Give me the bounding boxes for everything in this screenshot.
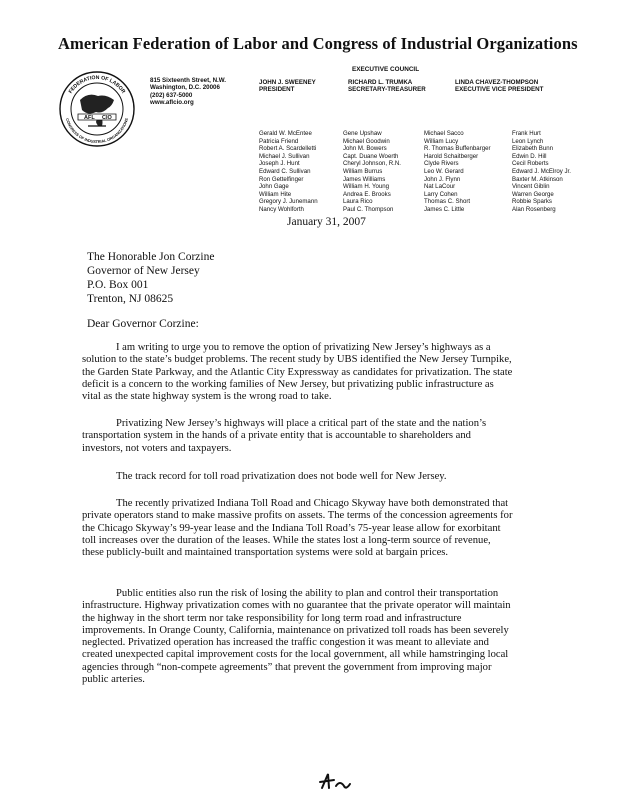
council-member: Frank Hurt	[512, 130, 541, 137]
address-line: (202) 637-5000	[150, 91, 193, 99]
body-paragraph-4	[82, 498, 514, 559]
officer-title: PRESIDENT	[259, 86, 295, 93]
address-line: www.aflcio.org	[150, 99, 194, 107]
council-member: Robert A. Scardelletti	[259, 145, 317, 153]
council-member: Paul C. Thompson	[343, 205, 394, 213]
council-member: Edwin D. Hill	[512, 152, 547, 160]
body-paragraph-3	[82, 471, 514, 483]
officer-president	[259, 79, 316, 93]
seal-afl-label: AFL	[84, 115, 95, 121]
council-member: Cheryl Johnson, R.N.	[343, 160, 401, 168]
officer-secretary-treasurer	[348, 79, 426, 93]
seal-ring-bottom-text: CONGRESS OF INDUSTRIAL ORGANIZATIONS	[64, 117, 130, 145]
officer-name: RICHARD L. TRUMKA	[348, 79, 413, 86]
council-column-3	[424, 130, 491, 214]
council-member: Vincent Giblin	[512, 183, 550, 191]
council-member: Clyde Rivers	[424, 160, 459, 168]
seal-cio-label: CIO	[102, 115, 112, 121]
afl-cio-seal-icon	[58, 70, 136, 148]
council-member: John M. Bowers	[343, 145, 387, 153]
council-member: John J. Flynn	[424, 175, 461, 183]
body-paragraph-5	[82, 588, 514, 686]
address-line: 815 Sixteenth Street, N.W.	[150, 77, 226, 84]
council-member: William H. Young	[343, 183, 390, 191]
council-member: Nancy Wohlforth	[259, 205, 304, 213]
council-member: Gene Upshaw	[343, 130, 382, 137]
council-member: John Gage	[259, 183, 289, 191]
address-line: Washington, D.C. 20006	[150, 84, 220, 92]
paragraph-text: Public entities also run the risk of losing the ability to plan and control their transportation infrastructure. Highway privatization comes with no guarantee that the private operator will maintain the highway in the short term nor take responsibility for long term road and infrastructure improvements. In Orange County, California, maintenance on privatized toll roads has been severely neglected. Privatized operation has increased the traffic congestion it was meant to alleviate and created unexpected capital improvement costs for the local government, all while hamstringing local agencies through “non-compete agreements” that prevent the government from improving major public arteries.	[82, 588, 511, 686]
council-member: Baxter M. Atkinson	[512, 175, 563, 183]
council-member: Larry Cohen	[424, 190, 458, 198]
council-member: Elizabeth Bunn	[512, 145, 553, 153]
officer-name: LINDA CHAVEZ-THOMPSON	[455, 79, 539, 86]
officer-title: SECRETARY-TREASURER	[348, 86, 426, 93]
council-column-2	[343, 130, 401, 214]
recipient-line: The Honorable Jon Corzine	[87, 251, 215, 263]
council-member: James C. Little	[424, 205, 465, 213]
council-member: Leon Lynch	[512, 137, 544, 145]
seal-ring-top-text: FEDERATION OF LABOR	[67, 74, 127, 95]
paragraph-text: The track record for toll road privatization does not bode well for New Jersey.	[116, 471, 447, 482]
officer-name: JOHN J. SWEENEY	[259, 79, 316, 86]
council-member: Patricia Friend	[259, 137, 299, 145]
council-member: Gerald W. McEntee	[259, 130, 312, 137]
council-member: Leo W. Gerard	[424, 167, 464, 175]
council-member: Michael Goodwin	[343, 137, 390, 145]
salutation: Dear Governor Corzine:	[87, 318, 199, 330]
council-member: Edward C. Sullivan	[259, 167, 311, 175]
paragraph-text: The recently privatized Indiana Toll Road and Chicago Skyway have both demonstrated that private operators stand to make massive profits on assets. The terms of the concession agreements for the Chicago Skyway’s 99-year lease and the Indiana Toll Road’s 75-year lease allow for exorbitant toll increases over the duration of the leases. While the states lost a long-term source of revenue, these publicly-built and maintained transportation systems were sold at bargain prices.	[82, 498, 513, 559]
council-member: Joseph J. Hunt	[259, 160, 300, 168]
recipient-line: Trenton, NJ 08625	[87, 293, 174, 305]
organization-name: American Federation of Labor and Congress of Industrial Organizations	[58, 34, 578, 53]
council-member: Gregory J. Junemann	[259, 198, 318, 206]
council-member: William Lucy	[424, 137, 459, 145]
officer-title: EXECUTIVE VICE PRESIDENT	[455, 86, 544, 93]
body-paragraph-2	[82, 418, 514, 455]
paragraph-text: I am writing to urge you to remove the option of privatizing New Jersey’s highways as a solution to the state’s budget problems. The recent study by UBS identified the New Jersey Turnpike, the Garden State Parkway, and the Atlantic City Expressway as candidates for privatization. The state deficit is a concern to the working families of New Jersey, but privatizing public infrastructure as vital as the state highway system is the wrong road to take.	[82, 342, 513, 403]
council-member: R. Thomas Buffenbarger	[424, 145, 491, 153]
council-member: Ron Gettelfinger	[259, 175, 304, 183]
officer-executive-vice-president	[455, 79, 543, 93]
council-member: Laura Rico	[343, 198, 373, 206]
recipient-address	[87, 250, 214, 306]
council-member: Michael Sacco	[424, 130, 464, 137]
recipient-line: Governor of New Jersey	[87, 265, 200, 277]
council-column-4	[512, 130, 571, 214]
address-block	[150, 77, 226, 107]
handwritten-initials-icon	[316, 770, 360, 794]
council-member: Edward J. McElroy Jr.	[512, 167, 571, 175]
council-member: Robbie Sparks	[512, 198, 552, 206]
council-member: William Hite	[259, 190, 292, 198]
council-member: William Burrus	[343, 167, 383, 175]
executive-council-heading: EXECUTIVE COUNCIL	[352, 66, 420, 73]
paragraph-text: Privatizing New Jersey’s highways will place a critical part of the state and the nation’s transportation system in the hands of a private entity that is accountable to shareholders and investors, not voters and taxpayers.	[82, 418, 487, 454]
council-member: James Williams	[343, 175, 386, 183]
council-member: Michael J. Sullivan	[259, 152, 310, 160]
council-member: Alan Rosenberg	[512, 205, 556, 213]
body-paragraph-1	[82, 342, 514, 403]
council-member: Cecil Roberts	[512, 160, 549, 168]
council-member: Harold Schaitberger	[424, 152, 479, 160]
council-column-1	[259, 130, 318, 214]
council-member: Nat LaCour	[424, 183, 456, 191]
recipient-line: P.O. Box 001	[87, 279, 149, 291]
letter-date: January 31, 2007	[287, 216, 366, 228]
council-member: Andrea E. Brooks	[343, 190, 391, 198]
council-member: Thomas C. Short	[424, 198, 471, 206]
council-member: Warren George	[512, 190, 554, 198]
council-member: Capt. Duane Woerth	[343, 152, 399, 160]
